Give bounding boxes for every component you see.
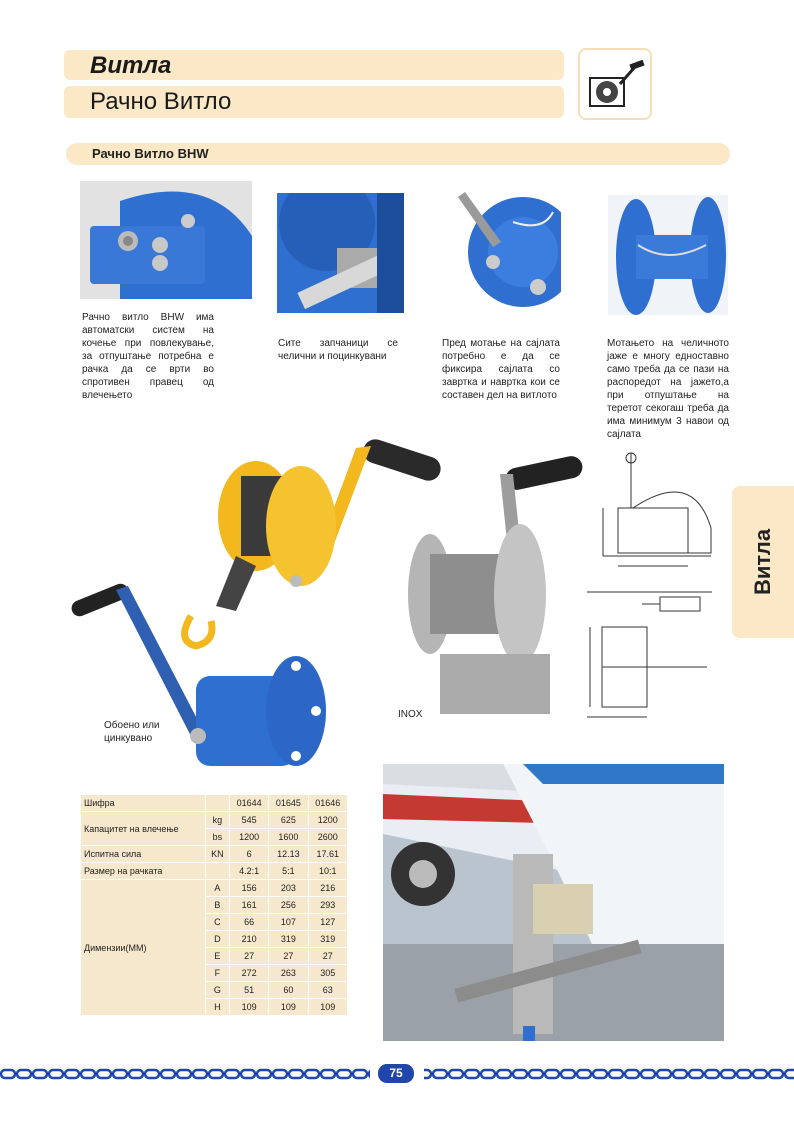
value-cell: 6 xyxy=(229,846,268,863)
value-cell: 109 xyxy=(308,999,347,1016)
page-number: 75 xyxy=(378,1064,414,1083)
unit-cell: bs xyxy=(205,829,229,846)
winch-icon xyxy=(578,48,652,120)
unit-cell: F xyxy=(205,965,229,982)
unit-cell: D xyxy=(205,931,229,948)
cable-fix-photo xyxy=(453,192,561,310)
value-cell: 263 xyxy=(269,965,308,982)
blue-winch-photo xyxy=(66,566,334,780)
spooling-photo xyxy=(608,195,728,315)
unit-cell: C xyxy=(205,914,229,931)
unit-cell: KN xyxy=(205,846,229,863)
value-cell: 625 xyxy=(269,812,308,829)
side-tab xyxy=(732,486,794,638)
caption-4: Мотањето на челичното јаже е многу едноставно само треба да се пази на распоредот на јажето,а при отпуштање на теретот секогаш треба да има минимум 3 навои од сајлата xyxy=(607,338,729,440)
unit-cell: E xyxy=(205,948,229,965)
section-title: Рачно Витло BHW xyxy=(92,146,209,161)
spec-table xyxy=(80,794,348,1016)
page-subtitle: Рачно Витло xyxy=(90,88,232,115)
unit-cell: kg xyxy=(205,812,229,829)
value-cell: 161 xyxy=(229,897,268,914)
value-cell: 27 xyxy=(229,948,268,965)
value-cell: 17.61 xyxy=(308,846,347,863)
value-cell: 293 xyxy=(308,897,347,914)
value-cell: 319 xyxy=(308,931,347,948)
value-cell: 107 xyxy=(269,914,308,931)
caption-3: Пред мотање на сајлата потребно е да се фиксира сајлата со завртка и навртка кои се составен дел на витлото xyxy=(442,338,560,401)
value-cell: 305 xyxy=(308,965,347,982)
header-cell: 01644 xyxy=(229,795,268,812)
value-cell: 1600 xyxy=(269,829,308,846)
technical-drawing-top xyxy=(582,582,722,724)
header-cell: 01646 xyxy=(308,795,347,812)
table-row xyxy=(81,880,348,897)
value-cell: 210 xyxy=(229,931,268,948)
value-cell: 63 xyxy=(308,982,347,999)
row-label: Испитна сила xyxy=(81,846,206,863)
unit-cell: G xyxy=(205,982,229,999)
value-cell: 66 xyxy=(229,914,268,931)
value-cell: 203 xyxy=(269,880,308,897)
table-row xyxy=(81,846,348,863)
header-cell: Шифра xyxy=(81,795,206,812)
table-header-row xyxy=(81,795,348,812)
caption-2: Сите запчаници се челични и поцинкувани xyxy=(278,338,398,362)
value-cell: 27 xyxy=(308,948,347,965)
value-cell: 109 xyxy=(229,999,268,1016)
value-cell: 2600 xyxy=(308,829,347,846)
painted-label: Обоено или цинкувано xyxy=(104,720,160,744)
page-title: Витла xyxy=(90,52,172,79)
value-cell: 256 xyxy=(269,897,308,914)
value-cell: 1200 xyxy=(308,812,347,829)
trailer-winch-photo xyxy=(383,764,724,1041)
value-cell: 27 xyxy=(269,948,308,965)
value-cell: 4.2:1 xyxy=(229,863,268,880)
technical-drawing-side xyxy=(593,448,717,572)
value-cell: 5:1 xyxy=(269,863,308,880)
value-cell: 51 xyxy=(229,982,268,999)
value-cell: 1200 xyxy=(229,829,268,846)
header-cell xyxy=(205,795,229,812)
value-cell: 216 xyxy=(308,880,347,897)
value-cell: 60 xyxy=(269,982,308,999)
inox-label: INOX xyxy=(398,709,423,720)
value-cell: 319 xyxy=(269,931,308,948)
subtitle-band xyxy=(64,86,564,118)
table-row xyxy=(81,812,348,829)
value-cell: 272 xyxy=(229,965,268,982)
unit-cell: A xyxy=(205,880,229,897)
unit-cell: H xyxy=(205,999,229,1016)
value-cell: 12.13 xyxy=(269,846,308,863)
row-label: Димензии(ММ) xyxy=(81,880,206,1016)
gears-photo xyxy=(277,193,404,313)
caption-1: Рачно витло BHW има автоматски систем на кочење при повлекување, за отпуштање потребна е рачка да се врти во спротивен правец од влечењето xyxy=(82,312,214,401)
value-cell: 109 xyxy=(269,999,308,1016)
title-band xyxy=(64,50,564,80)
inox-winch-photo xyxy=(405,454,585,716)
row-label: Капацитет на влечење xyxy=(81,812,206,846)
brake-photo xyxy=(80,181,252,299)
table-row xyxy=(81,863,348,880)
row-label: Размер на рачката xyxy=(81,863,206,880)
unit-cell xyxy=(205,863,229,880)
section-bar xyxy=(66,143,730,165)
value-cell: 10:1 xyxy=(308,863,347,880)
header-cell: 01645 xyxy=(269,795,308,812)
unit-cell: B xyxy=(205,897,229,914)
value-cell: 127 xyxy=(308,914,347,931)
value-cell: 156 xyxy=(229,880,268,897)
side-tab-label: Витла xyxy=(750,528,775,596)
value-cell: 545 xyxy=(229,812,268,829)
